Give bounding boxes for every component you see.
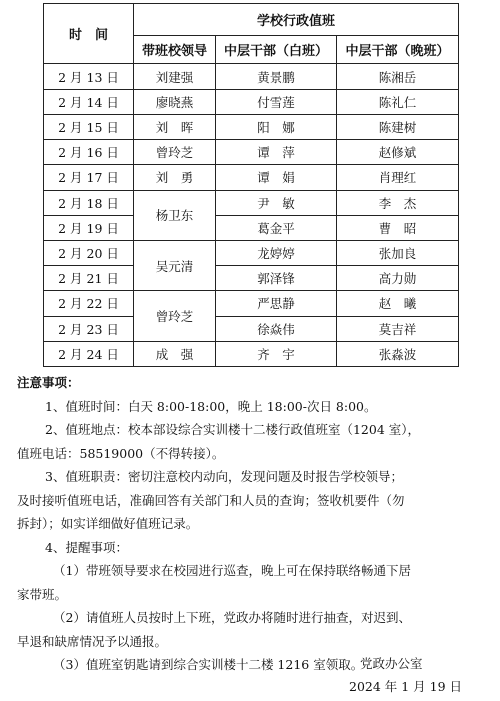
table-row	[44, 215, 459, 240]
header-day-shift: 中层干部（白班）	[216, 36, 337, 64]
night-cell: 李 杰	[337, 190, 459, 215]
table-row	[44, 140, 459, 165]
leader-cell: 廖晓燕	[134, 89, 216, 114]
date-cell: 2 月 13 日	[44, 64, 134, 89]
day-cell: 黄景鹏	[216, 64, 337, 89]
date-cell: 2 月 24 日	[44, 341, 134, 366]
night-cell: 曹 昭	[337, 215, 459, 240]
date-cell: 2 月 17 日	[44, 165, 134, 190]
sub-item-3: （3）值班室钥匙请到综合实训楼十二楼 1216 室领取。	[53, 657, 364, 672]
leader-cell: 刘 晖	[134, 114, 216, 139]
night-cell: 陈湘岳	[337, 64, 459, 89]
header-time: 时 间	[44, 4, 134, 64]
date-cell: 2 月 19 日	[44, 215, 134, 240]
leader-cell: 刘 勇	[134, 165, 216, 190]
table-row	[44, 165, 459, 190]
day-cell: 齐 宇	[216, 341, 337, 366]
day-cell: 葛金平	[216, 215, 337, 240]
day-cell: 谭 娟	[216, 165, 337, 190]
day-cell: 阳 娜	[216, 114, 337, 139]
date-cell: 2 月 20 日	[44, 240, 134, 265]
date-cell: 2 月 14 日	[44, 89, 134, 114]
note-item-3-line-1: 3、值班职责：密切注意校内动向，发现问题及时报告学校领导；	[45, 469, 403, 484]
date-cell: 2 月 15 日	[44, 114, 134, 139]
night-cell: 陈礼仁	[337, 89, 459, 114]
note-item-2-line-2: 值班电话：58519000（不得转接）。	[17, 445, 225, 461]
header-night-shift: 中层干部（晚班）	[337, 36, 459, 64]
day-cell: 严思静	[216, 291, 337, 316]
issue-date: 2024 年 1 月 19 日	[349, 679, 463, 694]
note-item-4: 4、提醒事项：	[45, 539, 128, 555]
night-cell: 陈建树	[337, 114, 459, 139]
date-cell: 2 月 18 日	[44, 190, 134, 215]
day-cell: 郭泽锋	[216, 266, 337, 291]
note-item-1: 1、值班时间：白天 8:00-18:00，晚上 18:00-次日 8:00。	[45, 398, 377, 414]
leader-cell: 刘建强	[134, 64, 216, 89]
date-cell: 2 月 16 日	[44, 140, 134, 165]
day-cell: 徐焱伟	[216, 316, 337, 341]
night-cell: 莫吉祥	[337, 316, 459, 341]
sub-item-1-line-2: 家带班。	[17, 586, 68, 602]
notes-title: 注意事项：	[17, 375, 80, 390]
note-item-3-line-2: 及时接听值班电话，准确回答有关部门和人员的查询；签收机要件（勿	[17, 492, 405, 508]
night-cell: 赵修斌	[337, 140, 459, 165]
sub-item-2-line-2: 早退和缺席情况予以通报。	[17, 633, 168, 649]
night-cell: 高力勋	[337, 266, 459, 291]
day-cell: 龙婷婷	[216, 240, 337, 265]
day-cell: 付雪莲	[216, 89, 337, 114]
table-row	[44, 114, 459, 139]
sub-item-2-line-1: （2）请值班人员按时上下班，党政办将随时进行抽查，对迟到、	[53, 610, 411, 625]
table-row	[44, 266, 459, 291]
sub-item-1-line-1: （1）带班领导要求在校园进行巡查，晚上可在保持联络畅通下居	[53, 563, 411, 578]
table-row	[44, 64, 459, 89]
table-row	[44, 240, 459, 265]
notes-section	[17, 371, 487, 677]
leader-cell: 杨卫东	[134, 190, 216, 240]
night-cell: 肖理红	[337, 165, 459, 190]
duty-schedule-table	[43, 3, 459, 367]
leader-cell: 吴元清	[134, 240, 216, 290]
table-row	[44, 190, 459, 215]
leader-cell: 曾玲芝	[134, 291, 216, 341]
header-leader: 带班校领导	[134, 36, 216, 64]
date-cell: 2 月 22 日	[44, 291, 134, 316]
night-cell: 张淼波	[337, 341, 459, 366]
day-cell: 尹 敏	[216, 190, 337, 215]
table-row	[44, 89, 459, 114]
night-cell: 张加良	[337, 240, 459, 265]
night-cell: 赵 曦	[337, 291, 459, 316]
note-item-3-line-3: 拆封）；如实详细做好值班记录。	[17, 516, 199, 531]
date-cell: 2 月 23 日	[44, 316, 134, 341]
note-item-2-line-1: 2、值班地点：校本部设综合实训楼十二楼行政值班室（1204 室），	[45, 422, 420, 437]
day-cell: 谭 萍	[216, 140, 337, 165]
leader-cell: 曾玲芝	[134, 140, 216, 165]
header-group: 学校行政值班	[134, 4, 459, 36]
table-row	[44, 291, 459, 316]
table-row	[44, 316, 459, 341]
date-cell: 2 月 21 日	[44, 266, 134, 291]
signature: 党政办公室	[360, 656, 423, 671]
table-row	[44, 341, 459, 366]
leader-cell: 成 强	[134, 341, 216, 366]
